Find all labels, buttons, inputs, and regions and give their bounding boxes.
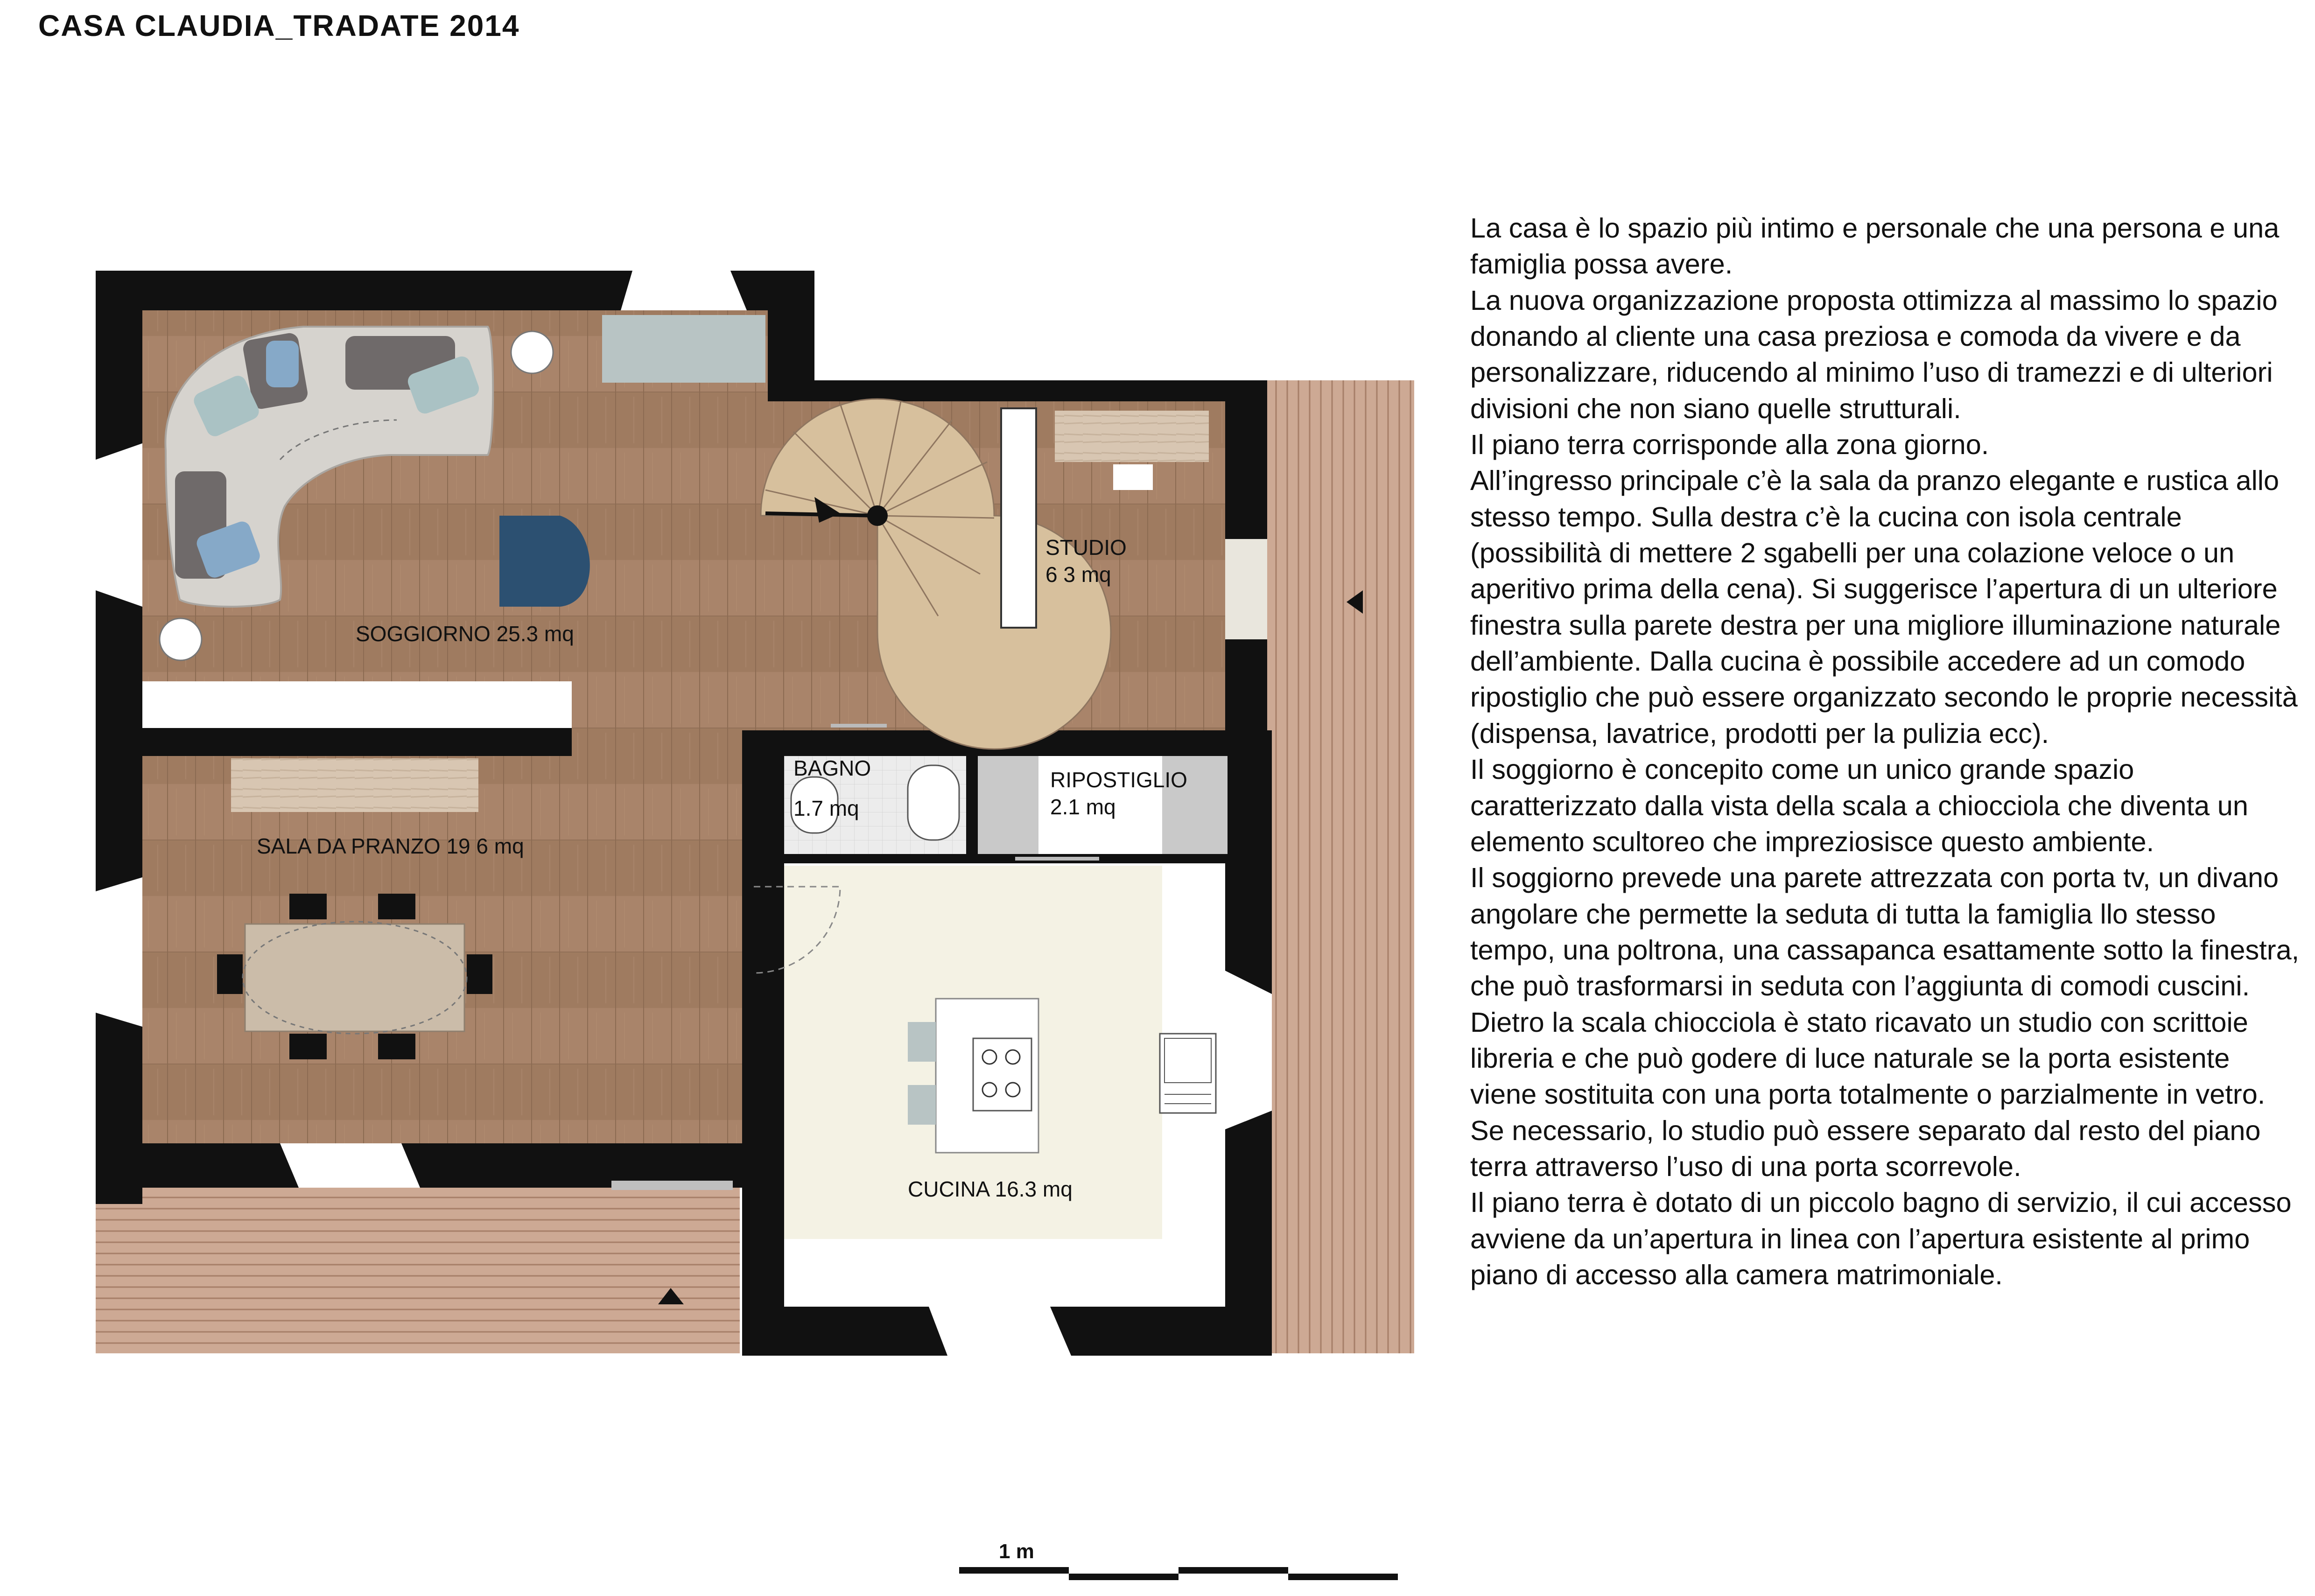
description-paragraph: All’ingresso principale c’è la sala da pranzo elegante e rustica allo stesso tempo. Sulla destra c’è la cucina con isola centrale (possibilità di mettere 2 sgabelli per una colazione veloce o un aperitivo prima della cena). Si suggerisce l’apertura di un ulteriore finestra sulla parete destra per una migliore illuminazione naturale dell’ambiente. Dalla cucina è possibile accedere ad un comodo ripostiglio che può essere organizzato secondo le proprie necessità (dispensa, lavatrice, prodotti per la pulizia ecc). bbox=[1470, 465, 2298, 749]
kitchen-sink bbox=[1160, 1034, 1216, 1113]
bagno-area: 1.7 mq bbox=[793, 796, 859, 820]
description-paragraph: La casa è lo spazio più intimo e personale che una persona e una famiglia possa avere. bbox=[1470, 212, 2280, 280]
studio-bookshelf bbox=[1001, 408, 1036, 628]
scale-segment bbox=[1179, 1567, 1288, 1574]
room-label-cucina: CUCINA 16.3 mq bbox=[908, 1177, 1073, 1201]
project-description bbox=[1470, 210, 2301, 1293]
cassapanca bbox=[602, 315, 765, 383]
room-label-bagno bbox=[793, 755, 871, 822]
scale-segment bbox=[1069, 1574, 1179, 1580]
description-paragraph: Il soggiorno prevede una parete attrezzata con porta tv, un divano angolare che permette la seduta di tutta la famiglia llo stesso tempo, una poltrona, una cassapanca esattamente sotto la finestra, che può trasformarsi in seduta con l’aggiunta di comodi cuscini. Dietro la scala chiocciola è stato ricavato un studio con scrittoie libreria e che può godere di luce naturale se la porta esistente viene sostituita con una porta totalmente o parzialmente in vetro. Se necessario, lo studio può essere separato dal resto del piano terra attraverso l’uso di una porta scorrevole. bbox=[1470, 862, 2300, 1182]
side-table bbox=[511, 331, 553, 373]
scale-segment bbox=[959, 1567, 1069, 1574]
side-table-2 bbox=[160, 618, 202, 660]
room-label-studio bbox=[1045, 534, 1127, 588]
description-paragraph: Il piano terra corrisponde alla zona giorno. bbox=[1470, 429, 1989, 461]
wash-basin bbox=[908, 765, 959, 840]
room-label-ripostiglio bbox=[1050, 767, 1187, 820]
description-paragraph: Il soggiorno è concepito come un unico grande spazio caratterizzato dalla vista della scala a chiocciola che diventa un elemento scultoreo che impreziosisce questo ambiente. bbox=[1470, 754, 2248, 857]
tv-wall-unit bbox=[142, 681, 572, 728]
description-paragraph: Il piano terra è dotato di un piccolo bagno di servizio, il cui accesso avviene da un’apertura in linea con l’apertura esistente al primo piano di accesso alla camera matrimoniale. bbox=[1470, 1187, 2292, 1290]
scale-bar-label: 1 m bbox=[999, 1540, 1034, 1563]
scale-segment bbox=[1288, 1574, 1398, 1580]
studio-chair bbox=[1113, 464, 1153, 490]
deck-east bbox=[1265, 380, 1414, 1353]
studio-area: 6 3 mq bbox=[1045, 562, 1111, 587]
scale-bar bbox=[959, 1540, 1407, 1582]
drawing-title: CASA CLAUDIA_TRADATE 2014 bbox=[38, 9, 520, 42]
room-label-sala-da-pranzo: SALA DA PRANZO 19 6 mq bbox=[257, 834, 524, 858]
studio-desk bbox=[1055, 411, 1209, 462]
bagno-name: BAGNO bbox=[793, 756, 871, 780]
ripostiglio-name: RIPOSTIGLIO bbox=[1050, 768, 1187, 792]
description-paragraph: La nuova organizzazione proposta ottimizza al massimo lo spazio donando al cliente una casa preziosa e comoda da vivere e da personalizzare, riducendo al minimo l’uso di tramezzi e di ulteriori divisioni che non siano quelle strutturali. bbox=[1470, 284, 2278, 424]
room-label-soggiorno: SOGGIORNO 25.3 mq bbox=[356, 622, 574, 646]
studio-name: STUDIO bbox=[1045, 535, 1127, 560]
ripostiglio-area: 2.1 mq bbox=[1050, 794, 1116, 819]
storage-shelf-left bbox=[978, 756, 1038, 854]
sideboard bbox=[231, 758, 478, 812]
armchair bbox=[499, 516, 590, 607]
deck-south bbox=[96, 1188, 740, 1353]
